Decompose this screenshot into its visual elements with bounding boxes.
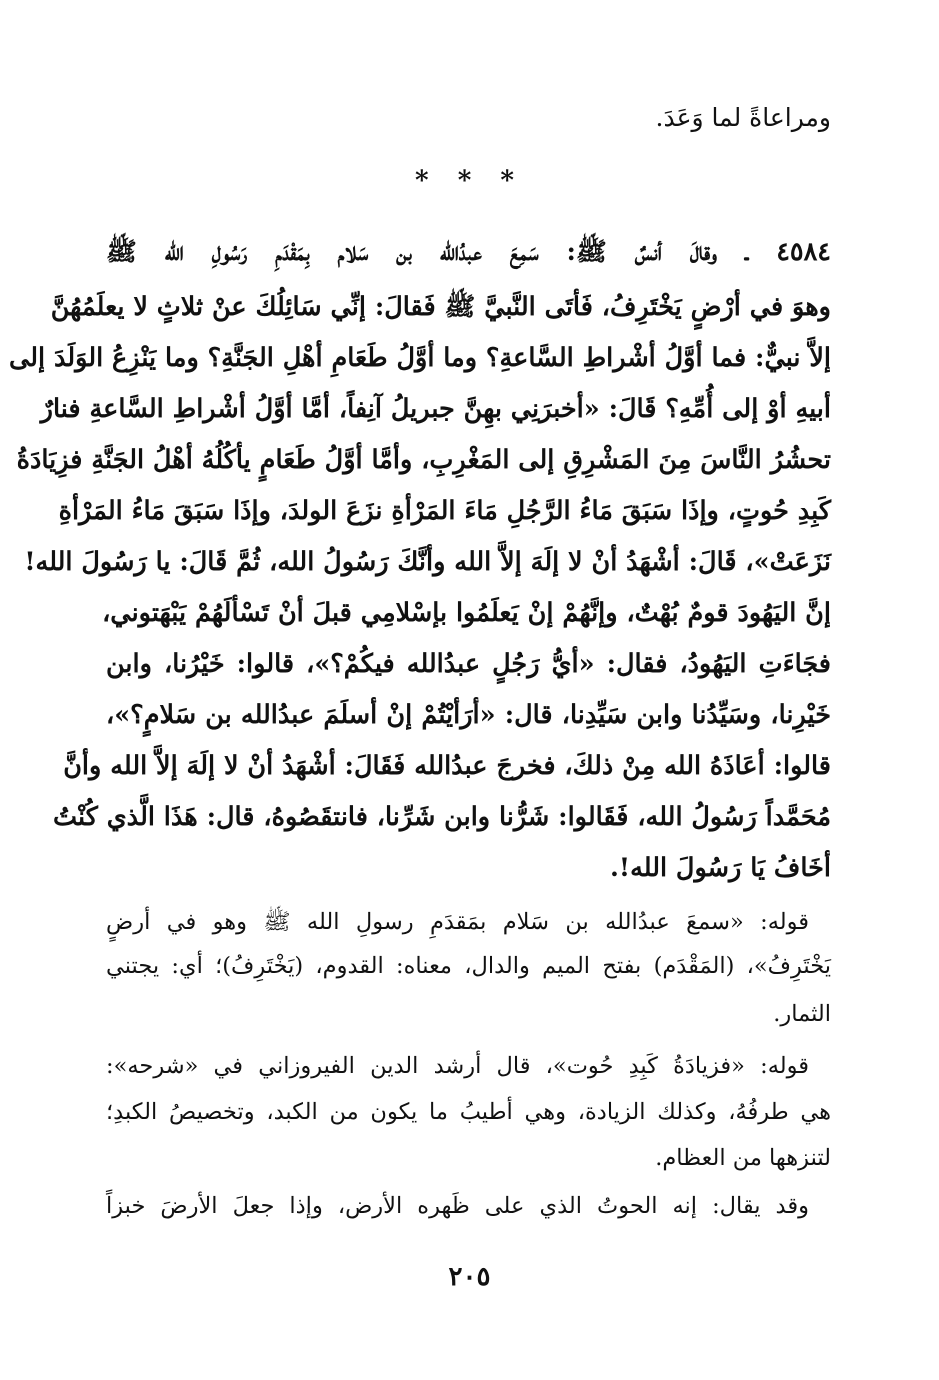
hadith-line: قالوا: أعَاذَهُ الله مِنْ ذلكَ، فخرجَ عبدُالله فَقَالَ: أشْهَدُ أنْ لا إلَهَ إلاَّ الله وأنَّ [63, 751, 831, 781]
hadith-line: خَيْرِنا، وسَيِّدُنا وابن سَيِّدِنا، قال: «أرَأيْتُمْ إنْ أسلَمَ عبدُالله بن سَلامٍ؟»، [106, 700, 831, 730]
commentary-line: هي طرفُهُ، وكذلك الزيادة، وهي أطيبُ ما يكون من الكبد، وتخصيصُ الكبدِ؛ [106, 1099, 831, 1125]
commentary-line: قوله: «فزيادَةُ كَبِدِ حُوت»، قال أرشد الدين الفيروزاني في «شرحه»: [106, 1053, 809, 1079]
page-number: ٢٠٥ [448, 1262, 491, 1292]
commentary-line: لتنزهها من العظام. [655, 1145, 831, 1171]
hadith-line: تحشُرُ النَّاسَ مِنَ المَشْرِقِ إلى المَغْرِبِ، وأمَّا أوَّلُ طَعَامٍ يأكُلُهُ أهْلُ الجَنَّةِ فزِيَادَةُ [16, 445, 831, 475]
commentary-line: قوله: «سمعَ عبدُالله بن سَلام بمَقدَمِ رسولِ الله ﷺ وهو في أرضٍ [106, 909, 809, 935]
hadith-line: إلاَّ نبيٌّ: فما أوَّلُ أشْراطِ السَّاعةِ؟ وما أوَّلُ طَعَامِ أهْلِ الجَنَّةِ؟ وما يَنْزِعُ الوَلَدَ إلى [9, 343, 831, 373]
section-separator: * * * [415, 166, 524, 196]
hadith-line: إنَّ اليَهُودَ قومٌ بُهْتٌ، وإنَّهُمْ إنْ يَعلَمُوا بإسْلامِي قبلَ أنْ تَسْألَهُمْ يَبْهَتوني، [102, 598, 831, 628]
hadith-line: كَبِدِ حُوتٍ، وإذَا سَبَقَ مَاءُ الرَّجُلِ مَاءَ المَرْأةِ نزَعَ الولدَ، وإذَا سَبَقَ مَاءُ المَرْأةِ [58, 496, 831, 526]
opening-line: ومراعاةً لما وَعَدَ. [655, 103, 831, 132]
hadith-line: وهوَ في أرْضٍ يَخْتَرِفُ، فَأتَى النَّبيَّ ﷺ فَقالَ: إنِّي سَائِلُكَ عنْ ثلاثٍ لا يعلَمُهُنَّ [50, 292, 831, 322]
commentary-line: الثمار. [773, 1001, 831, 1027]
commentary-line: يَخْتَرِفُ»، (المَقْدَم) بفتح الميم والدال، معناه: القدوم، (يَخْتَرِفُ)؛ أي: يجتني [106, 953, 831, 979]
commentary-line: وقد يقال: إنه الحوتُ الذي على ظَهره الأرض، وإذا جعلَ الأرضَ خبزاً [106, 1193, 809, 1219]
hadith-line: ٤٥٨٤ ـ وقالَ أنسٌ ﷺ: سَمِعَ عبدُالله بن سَلام بِمَقْدَمِ رَسُولِ الله ﷺ [106, 237, 831, 267]
hadith-line: نَزَعَتْ»، قَالَ: أشْهَدُ أنْ لا إلَهَ إلاَّ الله وأنَّكَ رَسُولُ الله، ثُمَّ قَالَ: يا رَسُولَ الله! [24, 547, 831, 577]
hadith-line: أخَافُ يَا رَسُولَ الله!. [610, 853, 831, 883]
hadith-line: أبيهِ أوْ إلى أُمِّهِ؟ قَالَ: «أخبرَنِي بهِنَّ جبريلُ آنِفاً، أمَّا أوَّلُ أشْراطِ السَّاعةِ فنارٌ [40, 394, 831, 424]
hadith-line: فجَاءَتِ اليَهُودُ، فقال: «أيُّ رَجُلٍ عبدُالله فيكُمْ؟»، قالوا: خَيْرُنا، وابن [106, 649, 831, 679]
hadith-line: مُحَمَّداً رَسُولُ الله، فَقَالوا: شَرُّنا وابن شَرِّنا، فانتقَصُوهُ، قال: هَذَا الَّذي كُنْتُ [52, 802, 831, 832]
